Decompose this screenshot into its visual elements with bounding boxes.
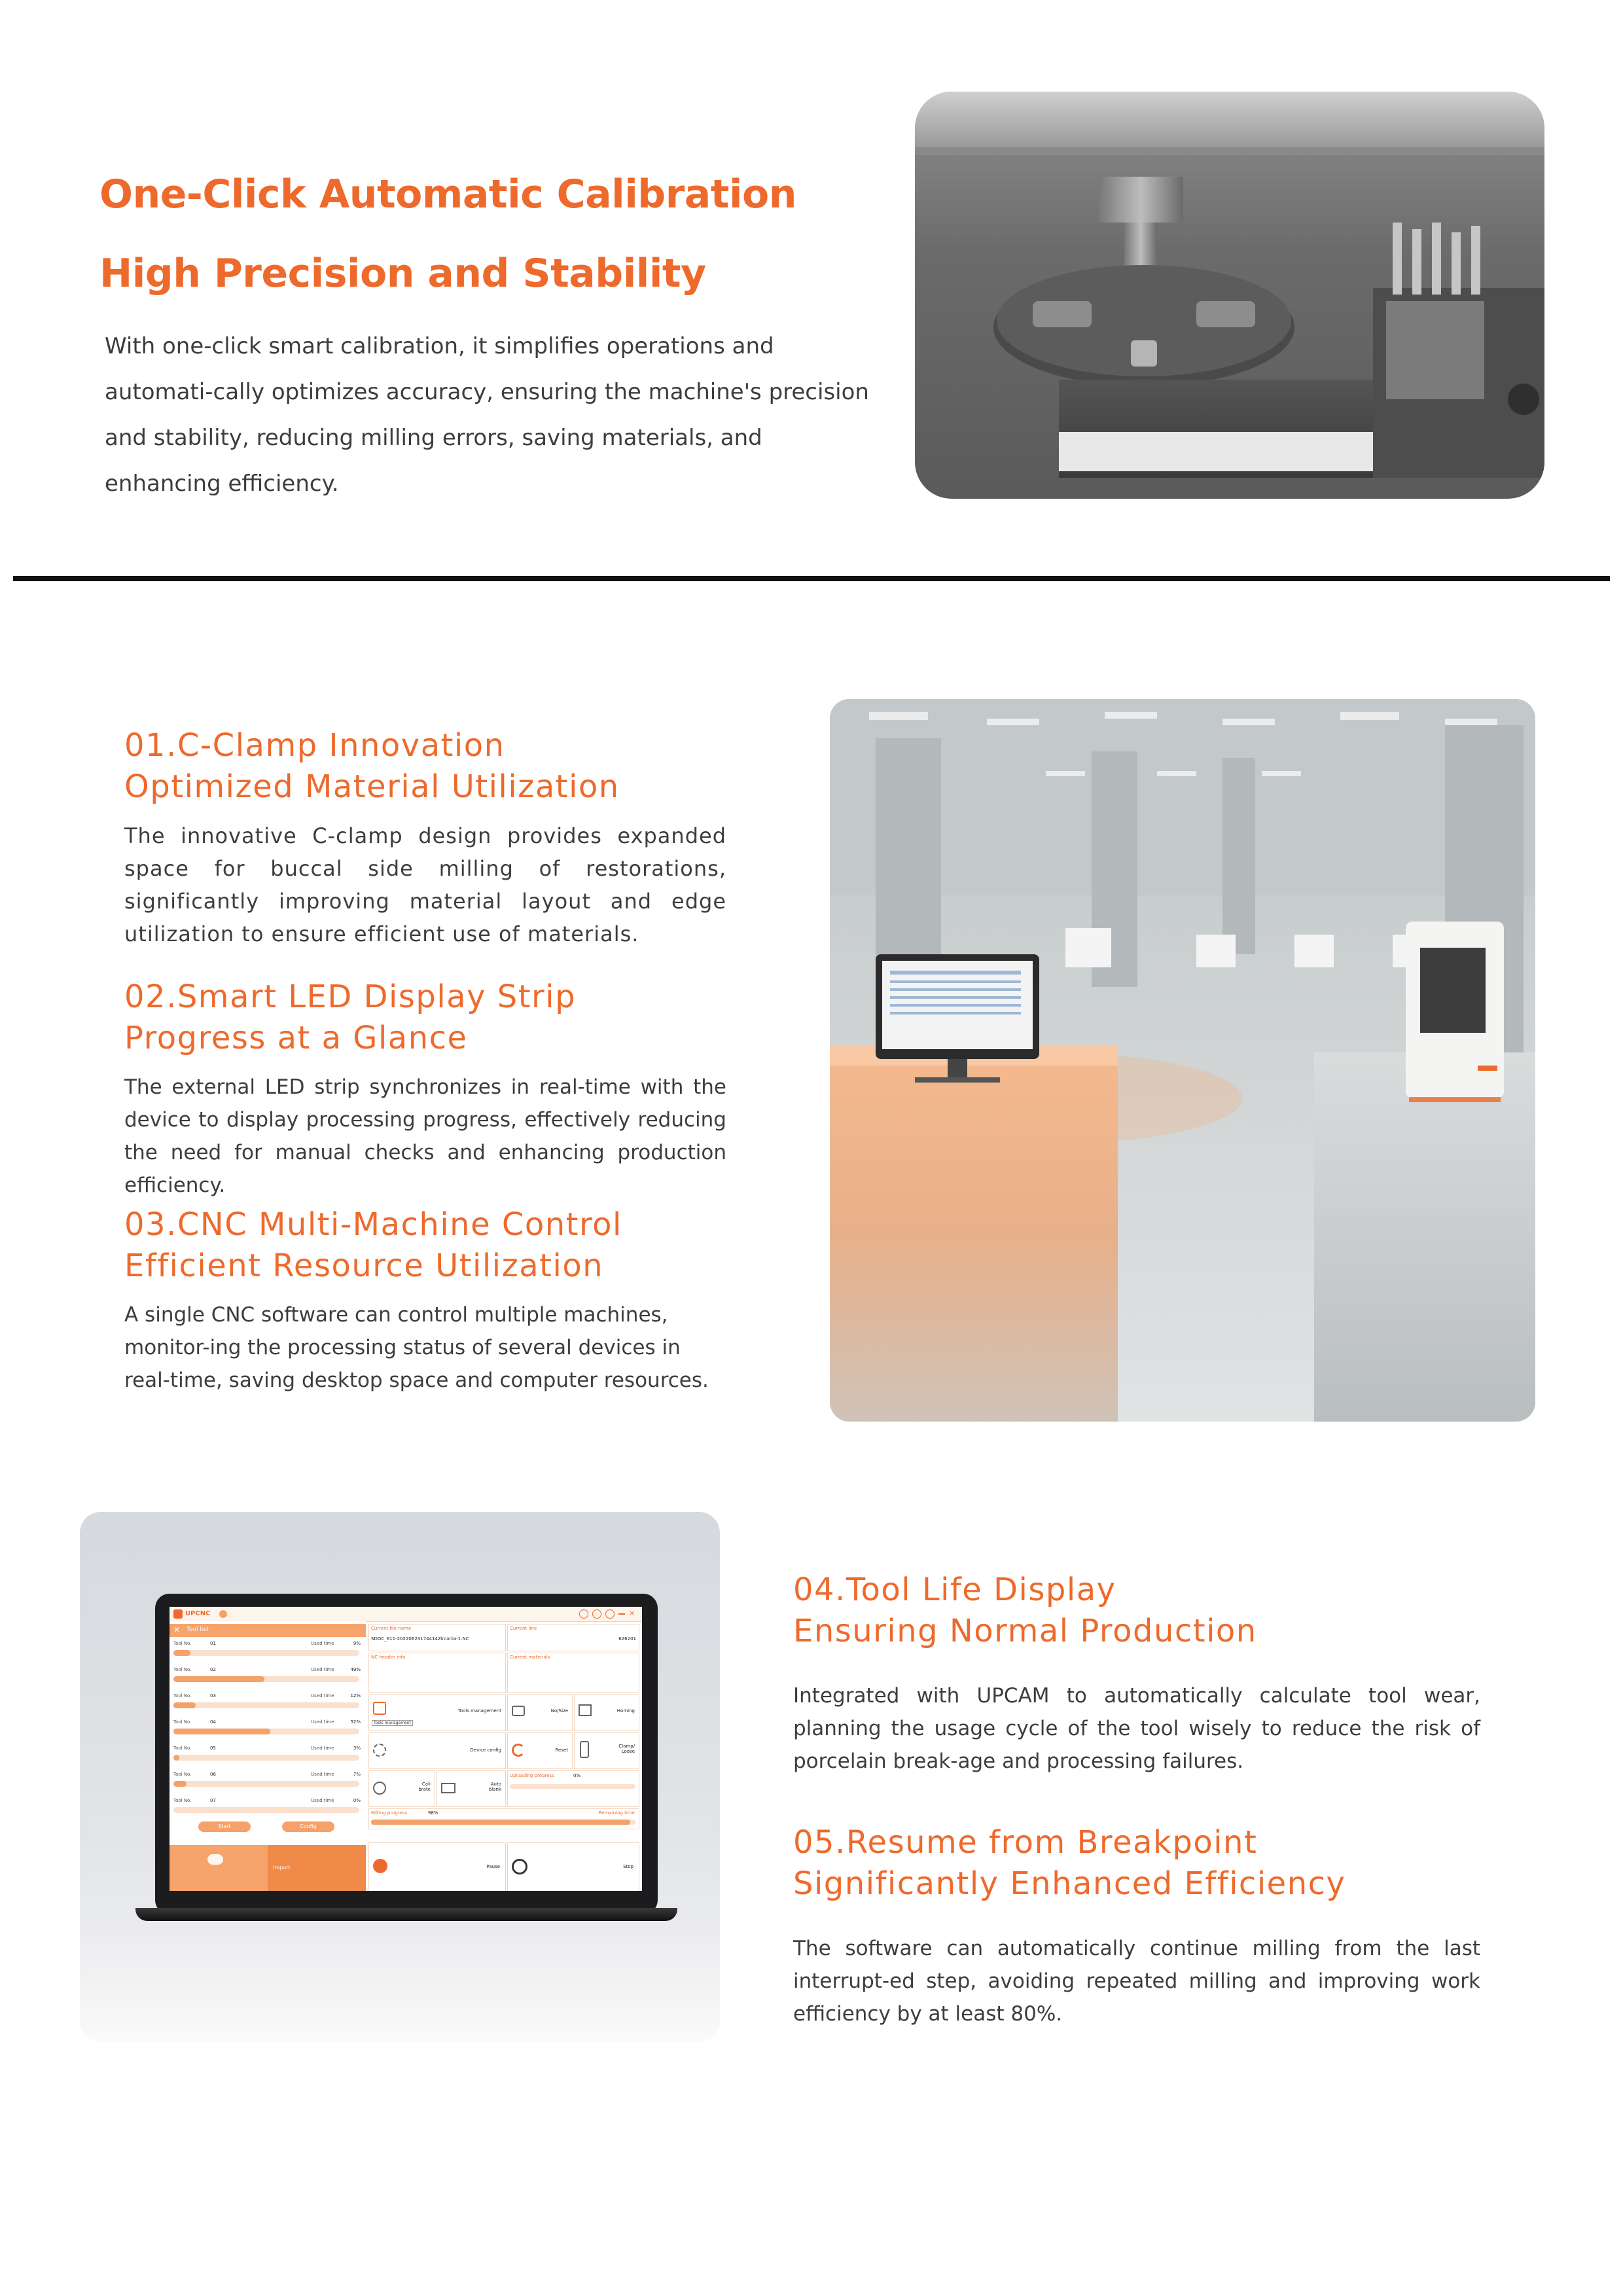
clamp-label: Clamp/ Loose xyxy=(618,1744,635,1754)
uploading-value: 0% xyxy=(573,1773,581,1778)
uploading-label: Uploading progress xyxy=(510,1773,554,1778)
section-divider xyxy=(13,576,1610,581)
milling-box xyxy=(368,1808,639,1829)
tool-wear-track xyxy=(173,1807,359,1813)
feature-01-title xyxy=(124,725,726,808)
nc-header-label: NC header info xyxy=(371,1655,406,1660)
tool-no-value: 03 xyxy=(210,1693,216,1698)
app-topbar xyxy=(169,1607,642,1622)
milling-fill xyxy=(371,1820,630,1825)
tool-no-value: 04 xyxy=(210,1719,216,1725)
milling-track xyxy=(371,1820,635,1825)
home-icon xyxy=(579,1704,592,1716)
laptop-screen xyxy=(169,1607,642,1891)
tool-row[interactable] xyxy=(173,1718,362,1742)
remaining-label: Remaining time xyxy=(598,1810,635,1816)
tool-row[interactable] xyxy=(173,1692,362,1715)
config-button[interactable]: Config xyxy=(282,1821,334,1832)
close-panel-icon[interactable]: ✕ xyxy=(173,1625,181,1634)
calibration-machine-photo xyxy=(915,92,1544,499)
feature-03-title-2: Efficient Resource Utilization xyxy=(124,1247,604,1284)
tool-wear-fill xyxy=(173,1755,179,1761)
calibrate-label: Cali brate xyxy=(418,1782,431,1792)
used-time-label: Used time xyxy=(311,1719,334,1725)
feature-03-title xyxy=(124,1204,726,1287)
tool-wear-track xyxy=(173,1781,359,1787)
tool-no-value: 06 xyxy=(210,1772,216,1777)
tool-list-header xyxy=(169,1624,366,1637)
stop-icon xyxy=(512,1859,527,1874)
tool-no-label: Tool No. xyxy=(173,1719,192,1725)
laptop-base xyxy=(135,1908,677,1921)
used-time-value: 7% xyxy=(353,1772,361,1777)
feature-01 xyxy=(124,725,726,950)
feature-04-title xyxy=(793,1570,1480,1652)
feature-05-body: The software can automatically continue milling from the last interrupt-ed step, avoiding repeated milling and improving work efficiency by at least 80%. xyxy=(793,1937,1480,2026)
calibration-title-2: High Precision and Stability xyxy=(99,251,706,296)
feature-02-body: The external LED strip synchronizes in real-time with the device to display processing progress, effectively reducing the need for manual checks and enhancing production efficiency. xyxy=(124,1075,726,1197)
used-time-label: Used time xyxy=(311,1798,334,1803)
used-time-label: Used time xyxy=(311,1641,334,1646)
feature-04-title-1: 04.Tool Life Display xyxy=(793,1571,1116,1608)
tool-row[interactable] xyxy=(173,1640,362,1663)
gear-icon[interactable] xyxy=(592,1609,601,1619)
clamp-icon xyxy=(580,1741,589,1758)
layers-icon xyxy=(512,1706,525,1716)
feature-01-title-2: Optimized Material Utilization xyxy=(124,768,620,805)
tool-wear-track xyxy=(173,1729,359,1734)
uploading-box xyxy=(507,1770,639,1807)
info-panel xyxy=(368,1624,642,1891)
tool-wear-track xyxy=(173,1702,359,1708)
reset-button[interactable] xyxy=(507,1732,573,1769)
tool-no-label: Tool No. xyxy=(173,1693,192,1698)
window-controls[interactable] xyxy=(579,1609,638,1619)
tool-no-value: 07 xyxy=(210,1798,216,1803)
pause-label: Pause xyxy=(486,1864,500,1869)
nc-header-box xyxy=(368,1653,506,1693)
tool-no-label: Tool No. xyxy=(173,1641,192,1646)
tool-row[interactable] xyxy=(173,1770,362,1794)
cloud-icon xyxy=(207,1854,223,1865)
import-panel[interactable] xyxy=(169,1845,366,1891)
current-line-box xyxy=(507,1624,639,1651)
auto-blank-icon xyxy=(441,1783,455,1793)
tool-row[interactable] xyxy=(173,1666,362,1689)
feature-05-title-2: Significantly Enhanced Efficiency xyxy=(793,1865,1346,1902)
app-name: UPCNC xyxy=(185,1610,211,1617)
tool-wear-fill xyxy=(173,1702,196,1708)
tools-management-tooltip: Tools management xyxy=(372,1720,413,1726)
used-time-label: Used time xyxy=(311,1693,334,1698)
tool-wear-fill xyxy=(173,1676,264,1682)
wrench-icon xyxy=(373,1702,386,1715)
auto-blank-label: Auto blank xyxy=(488,1782,501,1792)
used-time-value: 9% xyxy=(353,1641,361,1646)
used-time-label: Used time xyxy=(311,1746,334,1751)
current-file-box xyxy=(368,1624,506,1651)
used-time-value: 52% xyxy=(350,1719,361,1725)
info-icon[interactable] xyxy=(605,1609,615,1619)
tool-row[interactable] xyxy=(173,1744,362,1768)
clamp-button[interactable] xyxy=(574,1732,639,1769)
used-time-value: 0% xyxy=(353,1798,361,1803)
laptop-photo xyxy=(80,1512,720,2042)
calibrate-icon xyxy=(373,1782,386,1795)
uploading-track xyxy=(510,1784,635,1789)
homing-button[interactable] xyxy=(574,1695,639,1731)
feature-03-body: A single CNC software can control multiple machines, monitor-ing the processing status of several devices in real-time, saving desktop space and computer resources. xyxy=(124,1303,709,1392)
feature-05 xyxy=(793,1822,1480,2030)
tool-no-value: 01 xyxy=(210,1641,216,1646)
close-icon[interactable]: × xyxy=(629,1609,635,1617)
device-config-label: Device config xyxy=(470,1748,501,1753)
tool-no-value: 05 xyxy=(210,1746,216,1751)
feature-01-title-1: 01.C-Clamp Innovation xyxy=(124,727,505,764)
current-materials-label: Current materials xyxy=(510,1655,550,1660)
feature-05-title xyxy=(793,1822,1480,1905)
used-time-label: Used time xyxy=(311,1772,334,1777)
calibration-body: With one-click smart calibration, it simplifies operations and automati-cally optimizes accuracy, ensuring the machine's precision and stability, reducing milling errors, saving materials, and enhancing efficiency. xyxy=(105,333,869,497)
pause-icon xyxy=(373,1859,387,1873)
used-time-value: 3% xyxy=(353,1746,361,1751)
tool-row[interactable] xyxy=(173,1797,362,1820)
reset-label: Reset xyxy=(555,1748,568,1753)
calibration-title-1: One-Click Automatic Calibration xyxy=(99,171,796,217)
tool-no-label: Tool No. xyxy=(173,1798,192,1803)
feature-04 xyxy=(793,1570,1480,1778)
tools-management-label: Tools management xyxy=(457,1708,501,1713)
current-file-value: SDOC_611-20220623174414Zirconia-1.NC xyxy=(371,1636,469,1641)
tool-no-value: 02 xyxy=(210,1667,216,1672)
tools-management-button[interactable] xyxy=(368,1695,506,1731)
no-size-label: No/Size xyxy=(550,1708,568,1713)
calibrate-button[interactable] xyxy=(368,1770,435,1807)
used-time-value: 49% xyxy=(350,1667,361,1672)
tool-no-label: Tool No. xyxy=(173,1746,192,1751)
app-logo-icon xyxy=(173,1609,183,1619)
current-line-label: Current line xyxy=(510,1626,537,1631)
used-time-value: 12% xyxy=(350,1693,361,1698)
feature-03-title-1: 03.CNC Multi-Machine Control xyxy=(124,1206,622,1243)
tool-wear-track xyxy=(173,1755,359,1761)
tool-list-title: Tool list xyxy=(187,1626,209,1633)
table-surface xyxy=(80,1918,720,2042)
tool-no-label: Tool No. xyxy=(173,1667,192,1672)
milling-spindle-illustration xyxy=(915,92,1544,499)
stop-label: Stop xyxy=(623,1864,633,1869)
feature-01-body: The innovative C-clamp design provides expanded space for buccal side milling of restorations, significantly improving material layout and edge utilization to ensure efficient use of materials. xyxy=(124,823,726,946)
tool-wear-track xyxy=(173,1676,359,1682)
no-size-button[interactable] xyxy=(507,1695,573,1731)
start-button[interactable]: Start xyxy=(198,1821,251,1832)
tool-list-panel xyxy=(169,1621,366,1844)
minimize-icon[interactable] xyxy=(618,1613,625,1615)
device-config-button[interactable] xyxy=(368,1732,506,1769)
stop-button[interactable] xyxy=(507,1842,639,1891)
feature-02-title-2: Progress at a Glance xyxy=(124,1020,468,1056)
reset-icon xyxy=(512,1744,525,1757)
import-side[interactable] xyxy=(268,1845,366,1891)
current-line-value: 626201 xyxy=(618,1636,636,1641)
app-badge-icon xyxy=(219,1610,227,1618)
feature-02 xyxy=(124,977,726,1202)
feature-03 xyxy=(124,1204,726,1397)
tool-no-label: Tool No. xyxy=(173,1772,192,1777)
milling-label: Milling progress xyxy=(371,1810,408,1816)
import-label: Import xyxy=(273,1865,291,1871)
feature-04-body: Integrated with UPCAM to automatically calculate tool wear, planning the usage cycle of the tool wisely to reduce the risk of porcelain break-age and processing failures. xyxy=(793,1684,1480,1773)
auto-blank-button[interactable] xyxy=(437,1770,506,1807)
current-file-label: Current file name xyxy=(371,1626,412,1631)
showroom-illustration xyxy=(830,699,1535,1422)
tool-wear-fill xyxy=(173,1650,190,1656)
feature-05-title-1: 05.Resume from Breakpoint xyxy=(793,1824,1258,1861)
homing-label: Homing xyxy=(616,1708,635,1713)
search-icon[interactable] xyxy=(579,1609,588,1619)
showroom-photo xyxy=(830,699,1535,1422)
tool-wear-fill xyxy=(173,1729,270,1734)
tool-wear-track xyxy=(173,1650,359,1656)
cog-icon xyxy=(373,1744,386,1757)
milling-value: 98% xyxy=(428,1810,438,1816)
feature-04-title-2: Ensuring Normal Production xyxy=(793,1613,1257,1649)
feature-02-title-1: 02.Smart LED Display Strip xyxy=(124,978,577,1015)
used-time-label: Used time xyxy=(311,1667,334,1672)
pause-button[interactable] xyxy=(368,1842,506,1891)
current-materials-box xyxy=(507,1653,639,1693)
tool-wear-fill xyxy=(173,1781,187,1787)
feature-02-title xyxy=(124,977,726,1059)
